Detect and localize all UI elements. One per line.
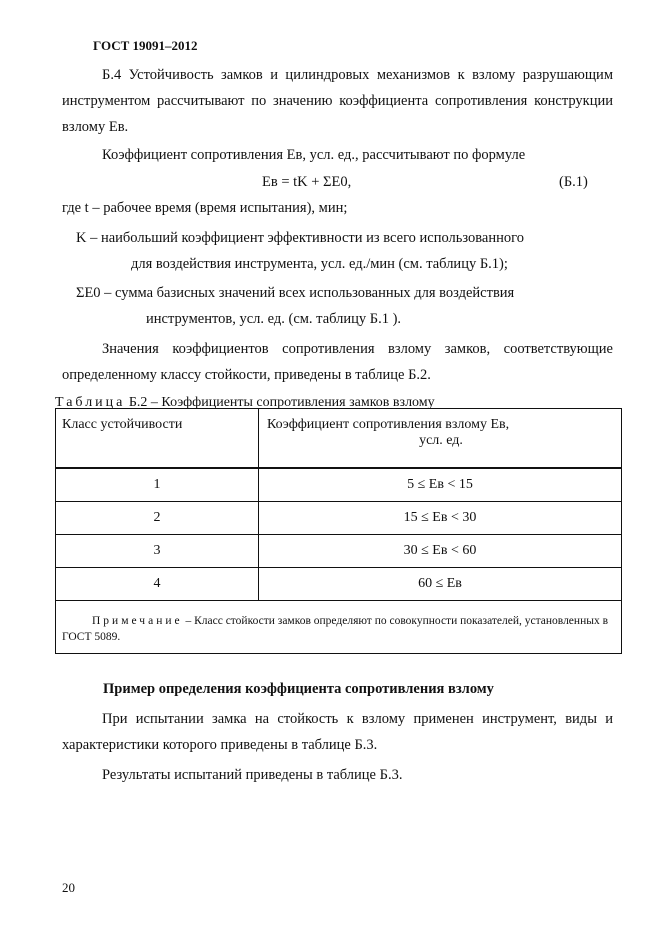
formula-number: (Б.1): [559, 174, 588, 190]
table-row: [56, 568, 622, 601]
note-word: Примечание: [92, 615, 183, 627]
paragraph-table-ref: Значения коэффициентов сопротивления взлому замков, соответствующие определенному классу стойкости, приведены в таблице Б.2.: [62, 341, 613, 383]
table-caption-word: Таблица: [55, 395, 126, 410]
definition-t: где t – рабочее время (время испытания), мин;: [62, 200, 348, 216]
table-note-row: [56, 601, 622, 654]
table-row: [56, 502, 622, 535]
cell-class: 3: [56, 535, 259, 568]
note-text: – Класс стойкости замков определяют по совокупности показателей, установленных в ГОСТ 5089.: [62, 615, 609, 643]
page-number: 20: [62, 880, 75, 895]
header-class: Класс устойчивости: [56, 409, 259, 469]
paragraph-example: При испытании замка на стойкость к взлому применен инструмент, виды и характеристики которого приведены в таблице Б.3.: [62, 711, 613, 753]
example-title: Пример определения коэффициента сопротивления взлому: [103, 681, 494, 697]
definition-sum-e0-line1: ΣE0 – сумма базисных значений всех использованных для воздействия: [76, 285, 515, 301]
cell-class: 2: [56, 502, 259, 535]
cell-range: 30 ≤ Eв < 60: [259, 535, 622, 568]
table-row: [56, 468, 622, 502]
cell-class: 4: [56, 568, 259, 601]
paragraph-results: Результаты испытаний приведены в таблице Б.3.: [102, 767, 403, 783]
paragraph-b4: Б.4 Устойчивость замков и цилиндровых механизмов к взлому разрушающим инструментом рассчитывают по значению коэффициента сопротивления конструкции взлому Eв.: [62, 67, 613, 135]
paragraph-coefficient-intro: Коэффициент сопротивления Eв, усл. ед., рассчитывают по формуле: [102, 147, 526, 163]
formula-b1: Eв = tK + ΣE0,: [262, 174, 352, 190]
header-coefficient: [259, 409, 622, 469]
definition-sum-e0-line2: инструментов, усл. ед. (см. таблицу Б.1 ).: [146, 311, 402, 327]
cell-range: 60 ≤ Eв: [259, 568, 622, 601]
definition-k-line2: для воздействия инструмента, усл. ед./мин (см. таблицу Б.1);: [131, 256, 508, 272]
table-note: [56, 601, 622, 654]
document-header: ГОСТ 19091–2012: [93, 38, 198, 53]
definition-k-line1: K – наибольший коэффициент эффективности из всего использованного: [76, 230, 524, 246]
header-coefficient-line2: усл. ед.: [419, 433, 463, 448]
cell-range: 5 ≤ Eв < 15: [259, 468, 622, 502]
header-coefficient-line1: Коэффициент сопротивления взлому Eв,: [267, 417, 510, 432]
table-row: [56, 535, 622, 568]
table-caption-text: Б.2 – Коэффициенты сопротивления замков взлому: [125, 395, 435, 410]
resistance-table: [55, 408, 622, 654]
cell-class: 1: [56, 468, 259, 502]
table-header-row: [56, 409, 622, 469]
cell-range: 15 ≤ Eв < 30: [259, 502, 622, 535]
